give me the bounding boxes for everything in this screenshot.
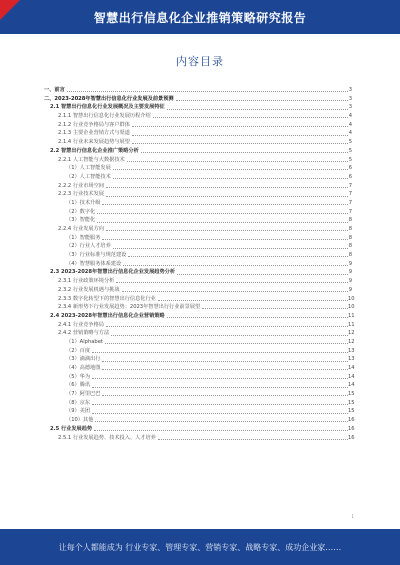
toc-entry-title: 2.4 2023-2028年智慧出行信息化企业营销策略	[50, 312, 165, 319]
toc-entry[interactable]	[44, 347, 355, 356]
toc-entry-page: 8	[348, 234, 352, 241]
toc-leader-dots	[113, 248, 348, 249]
toc-entry[interactable]	[44, 121, 352, 130]
toc-entry-page: 6	[348, 173, 352, 180]
toc-entry[interactable]	[44, 338, 355, 347]
toc-leader-dots	[94, 430, 348, 431]
toc-entry[interactable]	[44, 286, 352, 295]
toc-entry-title: （3）滴滴出行	[66, 356, 101, 363]
toc-entry[interactable]	[44, 95, 352, 104]
toc-leader-dots	[132, 135, 348, 136]
toc-leader-dots	[127, 161, 348, 162]
toc-entry[interactable]	[44, 225, 352, 234]
toc-entry-title: （5）华为	[66, 373, 91, 380]
toc-entry-page: 3	[348, 104, 352, 111]
toc-entry-page: 4	[348, 113, 352, 120]
toc-entry-title: （4）高德地图	[66, 365, 101, 371]
toc-entry-page: 12	[348, 330, 355, 337]
toc-entry-title: （10）其他	[66, 417, 94, 424]
toc-entry-page: 15	[348, 391, 355, 398]
toc-entry-title: 2.3.4 新形势下行业发展趋势：2023年智慧出行行业前景展望	[58, 304, 201, 311]
toc-entry[interactable]	[44, 434, 355, 443]
toc-leader-dots	[153, 117, 348, 118]
toc-entry-title: 2.2.1 人工智能与大数据技术	[58, 156, 125, 163]
toc-leader-dots	[92, 413, 348, 414]
toc-entry-page: 9	[348, 278, 352, 285]
toc-entry-page: 4	[348, 130, 352, 137]
toc-leader-dots	[105, 343, 348, 344]
toc-leader-dots	[167, 109, 348, 110]
toc-leader-dots	[102, 204, 348, 205]
toc-entry-title: （2）百度	[66, 347, 91, 354]
toc-entry[interactable]	[44, 268, 352, 277]
toc-entry[interactable]	[44, 303, 355, 312]
toc-leader-dots	[106, 196, 348, 197]
toc-leader-dots	[106, 230, 348, 231]
toc-entry[interactable]	[44, 407, 355, 416]
toc-entry[interactable]	[44, 199, 352, 208]
toc-entry[interactable]	[44, 373, 355, 382]
toc-leader-dots	[102, 369, 348, 370]
toc-entry-page: 4	[348, 121, 352, 128]
toc-entry-title: 2.2 智慧出行信息化企业推广策略分析	[50, 147, 139, 154]
toc-entry-page: 10	[348, 295, 355, 302]
toc-entry[interactable]	[44, 321, 355, 330]
toc-entry[interactable]	[44, 103, 352, 112]
toc-leader-dots	[113, 169, 348, 170]
toc-entry-page: 5	[348, 156, 352, 163]
toc-entry-page: 8	[348, 217, 352, 224]
toc-entry-title: 2.4.2 营销策略与方法	[58, 330, 110, 337]
toc-entry-title: （1）智能服务	[66, 234, 101, 241]
toc-leader-dots	[177, 274, 348, 275]
toc-leader-dots	[122, 291, 348, 292]
toc-entry-page: 16	[348, 425, 355, 432]
toc-entry-page: 8	[348, 243, 352, 250]
toc-entry[interactable]	[44, 164, 352, 173]
toc-entry[interactable]	[44, 86, 352, 95]
report-title: 智慧出行信息化企业推销策略研究报告	[93, 11, 307, 25]
toc-leader-dots	[158, 300, 348, 301]
toc-leader-dots	[102, 395, 348, 396]
page-number: 1	[351, 514, 354, 519]
toc-entry[interactable]	[44, 173, 352, 182]
toc-entry-page: 6	[348, 165, 352, 172]
toc-entry-page: 16	[348, 434, 355, 441]
page-footer	[0, 529, 400, 565]
toc-entry-title: 2.4.1 行业竞争格局	[58, 321, 104, 328]
toc-leader-dots	[92, 387, 348, 388]
page-header	[0, 0, 400, 34]
toc-entry[interactable]	[44, 112, 352, 121]
toc-entry[interactable]	[44, 277, 352, 286]
toc-entry-title: （1）人工智能发展	[66, 165, 111, 172]
toc-entry-title: 2.2.2 行业市场空间	[58, 182, 104, 189]
toc-leader-dots	[92, 352, 348, 353]
toc-entry-title: （3）智能化	[66, 217, 96, 224]
toc-entry-page: 7	[348, 208, 352, 215]
toc-entry[interactable]	[44, 381, 355, 390]
toc-entry[interactable]	[44, 190, 352, 199]
toc-entry-page: 15	[348, 408, 355, 415]
toc-entry[interactable]	[44, 390, 355, 399]
toc-entry-title: 2.3.3 数字化转型下的智慧出行信息化行业	[58, 295, 156, 302]
toc-leader-dots	[141, 152, 348, 153]
toc-entry-title: 2.1.3 主要企业营销方式与渠道	[58, 130, 130, 137]
toc-entry-title: 2.1.4 行业未来发展趋势与展望	[58, 139, 130, 146]
toc-entry-title: 二、2023-2028年智慧出行信息化行业发展及前景预测	[44, 95, 174, 102]
toc-entry-title: 2.1.2 行业竞争格局与客户群体	[58, 121, 130, 128]
toc-entry[interactable]	[44, 425, 355, 434]
table-of-contents	[44, 86, 355, 442]
toc-leader-dots	[202, 308, 348, 309]
toc-entry-page: 13	[348, 356, 355, 363]
toc-entry[interactable]	[44, 156, 352, 165]
toc-entry-title: （3）行业标准与规范建设	[66, 252, 127, 259]
toc-entry-title: 2.1.1 智慧出行信息化行业发展历程介绍	[58, 113, 151, 120]
toc-leader-dots	[176, 100, 348, 101]
toc-leader-dots	[132, 143, 348, 144]
toc-entry-title: 一、前言	[44, 87, 65, 93]
toc-leader-dots	[106, 326, 348, 327]
toc-entry-page: 15	[348, 399, 355, 406]
toc-leader-dots	[97, 222, 348, 223]
toc-leader-dots	[111, 335, 348, 336]
toc-entry-title: （9）美团	[66, 408, 91, 415]
toc-leader-dots	[92, 404, 348, 405]
toc-entry[interactable]	[44, 399, 355, 408]
toc-entry[interactable]	[44, 295, 355, 304]
toc-entry-title: （8）京东	[66, 399, 91, 406]
toc-leader-dots	[128, 256, 348, 257]
toc-entry-page: 14	[348, 382, 355, 389]
toc-entry[interactable]	[44, 364, 355, 373]
toc-leader-dots	[158, 439, 348, 440]
toc-entry-page: 13	[348, 347, 355, 354]
toc-leader-dots	[132, 126, 348, 127]
toc-entry-page: 7	[348, 199, 352, 206]
toc-entry-title: （2）数字化	[66, 208, 96, 215]
toc-entry[interactable]	[44, 329, 355, 338]
toc-entry-title: （1）技术升级	[66, 199, 101, 206]
toc-entry-title: （6）腾讯	[66, 382, 91, 389]
toc-entry-page: 12	[348, 338, 355, 345]
toc-leader-dots	[113, 178, 348, 179]
toc-leader-dots	[67, 91, 348, 92]
toc-entry-page: 10	[348, 304, 355, 311]
toc-entry-page: 5	[348, 139, 352, 146]
toc-entry[interactable]	[44, 260, 352, 269]
toc-entry-page: 7	[348, 182, 352, 189]
toc-entry-page: 9	[348, 260, 352, 267]
toc-entry[interactable]	[44, 147, 352, 156]
toc-leader-dots	[123, 265, 348, 266]
toc-entry[interactable]	[44, 182, 352, 191]
toc-entry-title: 2.3.2 行业发展机遇与挑战	[58, 286, 120, 293]
toc-leader-dots	[97, 213, 348, 214]
footer-slogan: 让每个人都能成为 行业专家、管理专家、营销专家、战略专家、成功企业家……	[58, 543, 342, 552]
toc-entry[interactable]	[44, 138, 352, 147]
toc-leader-dots	[92, 378, 348, 379]
toc-entry-title: （2）人工智能技术	[66, 173, 111, 180]
toc-entry-title: 2.3.1 行业政策环境分析	[58, 278, 115, 285]
toc-entry-page: 11	[348, 312, 355, 319]
toc-entry-title: （1）Alphabet	[66, 338, 103, 345]
toc-entry-page: 9	[348, 286, 352, 293]
toc-leader-dots	[102, 361, 348, 362]
toc-entry-title: 2.5 行业发展趋势	[50, 425, 93, 432]
toc-entry-page: 8	[348, 252, 352, 259]
toc-entry-title: 2.1 智慧出行信息化行业发展概况及主要发展特征	[50, 104, 165, 111]
toc-entry-title: 2.2.3 行业技术发展	[58, 191, 104, 198]
toc-leader-dots	[116, 282, 348, 283]
toc-entry[interactable]	[44, 216, 352, 225]
toc-entry[interactable]	[44, 251, 352, 260]
toc-entry[interactable]	[44, 129, 352, 138]
toc-leader-dots	[106, 187, 348, 188]
toc-entry-page: 11	[348, 321, 355, 328]
toc-entry[interactable]	[44, 208, 352, 217]
toc-heading: 内容目录	[176, 55, 224, 68]
toc-entry-title: （2）行业人才培养	[66, 243, 111, 250]
toc-entry-title: 2.5.1 行业发展趋势、技术投入、人才培养	[58, 434, 156, 441]
toc-entry-page: 14	[348, 365, 355, 371]
toc-leader-dots	[95, 421, 348, 422]
toc-entry-page: 3	[348, 95, 352, 102]
toc-entry-title: （7）阿里巴巴	[66, 391, 101, 398]
toc-entry[interactable]	[44, 355, 355, 364]
toc-leader-dots	[102, 239, 348, 240]
toc-entry-page: 16	[348, 417, 355, 424]
toc-entry[interactable]	[44, 416, 355, 425]
toc-entry-title: 2.2.4 行业发展方向	[58, 226, 104, 232]
toc-entry-page: 5	[348, 147, 352, 154]
toc-entry-title: （4）智慧服务体系建设	[66, 260, 122, 267]
toc-entry-page: 8	[348, 226, 352, 232]
toc-leader-dots	[167, 317, 348, 318]
toc-entry-page: 14	[348, 373, 355, 380]
toc-entry[interactable]	[44, 242, 352, 251]
toc-entry-page: 3	[348, 87, 352, 93]
toc-entry-page: 7	[348, 191, 352, 198]
toc-entry-title: 2.3 2023-2028年智慧出行信息化企业发展趋势分析	[50, 269, 176, 276]
toc-entry[interactable]	[44, 234, 352, 243]
toc-entry[interactable]	[44, 312, 355, 321]
toc-entry-page: 9	[348, 269, 352, 276]
